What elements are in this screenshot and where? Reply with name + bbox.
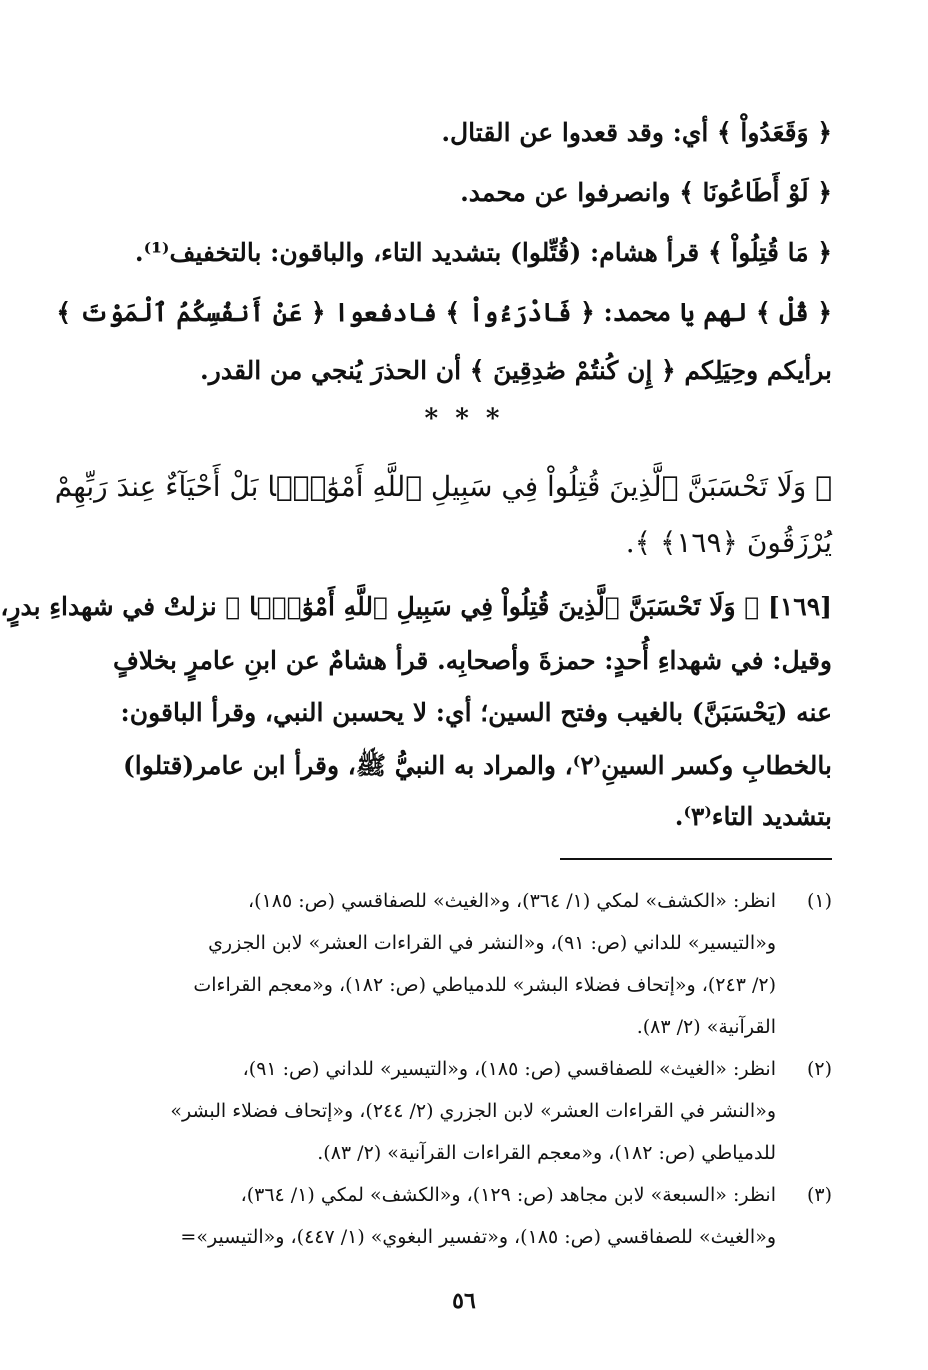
- main-line: ﴿ وَقَعَدُواْ ﴾ أي: وقد قعدوا عن القتال.: [441, 118, 832, 147]
- footnote-line: و«النشر في القراءات العشر» لابن الجزري (٢/ ٢٤٤)، و«إتحاف فضلاء البشر»: [170, 1100, 776, 1122]
- page-number: ٥٦: [452, 1288, 476, 1314]
- footnote-line: و«الغيث» للصفاقسي (ص: ١٨٥)، و«تفسير البغوي» (١/ ٤٤٧)، و«التيسير»=: [180, 1226, 776, 1248]
- footnote-number: (١): [806, 890, 832, 912]
- main-line: ﴿ لَوْ أَطَاعُونَا ﴾ وانصرفوا عن محمد.: [460, 178, 832, 207]
- footnote-line: القرآنية» (٢/ ٨٣).: [636, 1016, 776, 1038]
- footnote-line: انظر: «الكشف» لمكي (١/ ٣٦٤)، و«الغيث» للصفاقسي (ص: ١٨٥)،: [248, 890, 776, 912]
- verse-line: ﴿ وَلَا تَحْسَبَنَّ ٱلَّذِينَ قُتِلُواْ فِي سَبِيلِ ٱللَّهِ أَمْوَٰتًۢا بَلْ أَحْيَآءٌ عِندَ رَبِّهِمْ: [54, 470, 832, 503]
- commentary-line: بالخطابِ وكسر السينِ⁽٢⁾، والمراد به النبيُّ ﷺ، وقرأ ابن عامر(قتلوا): [122, 751, 832, 780]
- commentary-line: بتشديد التاء⁽٣⁾.: [674, 802, 832, 831]
- footnote-rule: [560, 858, 832, 860]
- footnote-line: و«التيسير» للداني (ص: ٩١)، و«النشر في القراءات العشر» لابن الجزري: [208, 932, 776, 954]
- verse-line: يُرْزَقُونَ ﴿١٦٩﴾ ﴾.: [625, 526, 832, 559]
- footnote-3: [108, 1174, 832, 1258]
- commentary-line: وقيل: في شهداءِ أُحدٍ: حمزةَ وأصحابِه. قرأ هشامٌ عن ابنِ عامرٍ بخلافٍ: [113, 646, 832, 675]
- footnote-line: انظر: «الغيث» للصفاقسي (ص: ١٨٥)، و«التيسير» للداني (ص: ٩١)،: [242, 1058, 776, 1080]
- footnote-line: انظر: «السبعة» لابن مجاهد (ص: ١٢٩)، و«الكشف» لمكي (١/ ٣٦٤)،: [240, 1184, 776, 1206]
- main-line: برأيكم وحِيَلِكم ﴿ إِن كُنتُمْ صَٰدِقِينَ ﴾ أن الحذرَ يُنجي من القدر.: [200, 356, 832, 385]
- main-line: ﴿ مَا قُتِلُواْ ﴾ قرأ هشام: (قُتِّلوا) بتشديد التاء، والباقون: بالتخفيف⁽¹⁾.: [134, 238, 832, 267]
- footnote-number: (٢): [806, 1058, 832, 1080]
- commentary-line: عنه (يَحْسَبَنَّ) بالغيب وفتح السين؛ أي: لا يحسبن النبي، وقرأ الباقون:: [120, 698, 832, 727]
- commentary-line: [١٦٩] ﴿ وَلَا تَحْسَبَنَّ ٱلَّذِينَ قُتِلُواْ فِي سَبِيلِ ٱللَّهِ أَمْوَٰتًۢا ﴾ نزلتْ في شهداءِ بدرٍ،: [0, 592, 832, 621]
- main-line: ﴿ قُلْ ﴾ لهم يا محمد: ﴿ فَادْرَءُواْ ﴾ فادفعوا ﴿ عَنْ أَنفُسِكُمُ ٱلْمَوْتَ ﴾: [56, 298, 832, 327]
- footnote-number: (٣): [806, 1184, 832, 1206]
- footnote-line: للدمياطي (ص: ١٨٢)، و«معجم القراءات القرآنية» (٢/ ٨٣).: [317, 1142, 776, 1164]
- footnote-1: [108, 880, 832, 1048]
- footnote-2: [108, 1048, 832, 1174]
- footnote-line: (٢/ ٢٤٣)، و«إتحاف فضلاء البشر» للدمياطي (ص: ١٨٢)، و«معجم القراءات: [193, 974, 776, 996]
- section-separator: * * *: [424, 404, 504, 434]
